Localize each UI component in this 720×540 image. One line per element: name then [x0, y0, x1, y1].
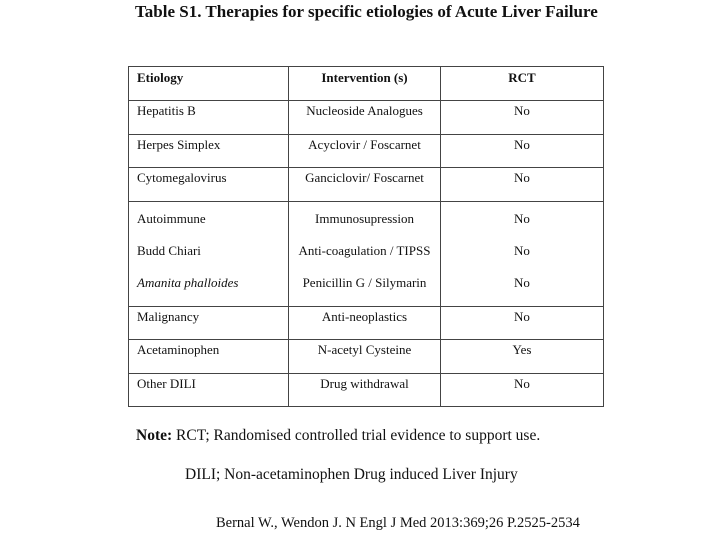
intervention-cell: Anti-neoplastics	[289, 306, 441, 339]
table-row	[129, 134, 604, 167]
intervention-cell: Drug withdrawal	[289, 373, 441, 406]
intervention-cell: Penicillin G / Silymarin	[289, 273, 441, 306]
intervention-cell: Nucleoside Analogues	[289, 101, 441, 134]
intervention-cell: Ganciclovir/ Foscarnet	[289, 168, 441, 201]
citation: Bernal W., Wendon J. N Engl J Med 2013:369;26 P.2525-2534	[216, 515, 580, 531]
etiology-cell: Herpes Simplex	[129, 134, 289, 167]
note-line-2: DILI; Non-acetaminophen Drug induced Liver Injury	[185, 466, 518, 483]
intervention-cell: Acyclovir / Foscarnet	[289, 134, 441, 167]
table-row	[129, 101, 604, 134]
note-label: Note:	[136, 427, 173, 444]
header-rct: RCT	[441, 67, 604, 101]
rct-cell: No	[441, 101, 604, 134]
etiology-cell: Amanita phalloides	[129, 273, 289, 306]
intervention-cell: Anti-coagulation / TIPSS	[289, 241, 441, 273]
rct-cell: No	[441, 306, 604, 339]
rct-cell: No	[441, 273, 604, 306]
table-row	[129, 201, 604, 241]
rct-cell: No	[441, 201, 604, 241]
etiology-cell: Autoimmune	[129, 201, 289, 241]
table-row	[129, 373, 604, 406]
rct-cell: No	[441, 241, 604, 273]
note-text-1: RCT; Randomised controlled trial evidence to support use.	[176, 427, 541, 444]
intervention-cell: Immunosupression	[289, 201, 441, 241]
etiology-cell: Malignancy	[129, 306, 289, 339]
table-title: Table S1. Therapies for specific etiologies of Acute Liver Failure	[135, 2, 598, 21]
header-intervention: Intervention (s)	[289, 67, 441, 101]
header-etiology: Etiology	[129, 67, 289, 101]
rct-cell: No	[441, 134, 604, 167]
therapies-table	[128, 66, 604, 407]
etiology-cell: Budd Chiari	[129, 241, 289, 273]
etiology-cell: Acetaminophen	[129, 340, 289, 373]
intervention-cell: N-acetyl Cysteine	[289, 340, 441, 373]
table-row	[129, 168, 604, 201]
table-row	[129, 340, 604, 373]
table-row	[129, 241, 604, 273]
etiology-cell: Hepatitis B	[129, 101, 289, 134]
note-line-1	[136, 427, 540, 445]
etiology-cell: Cytomegalovirus	[129, 168, 289, 201]
table-row	[129, 306, 604, 339]
rct-cell: No	[441, 168, 604, 201]
rct-cell: Yes	[441, 340, 604, 373]
rct-cell: No	[441, 373, 604, 406]
table-row	[129, 273, 604, 306]
table-header-row	[129, 67, 604, 101]
etiology-cell: Other DILI	[129, 373, 289, 406]
